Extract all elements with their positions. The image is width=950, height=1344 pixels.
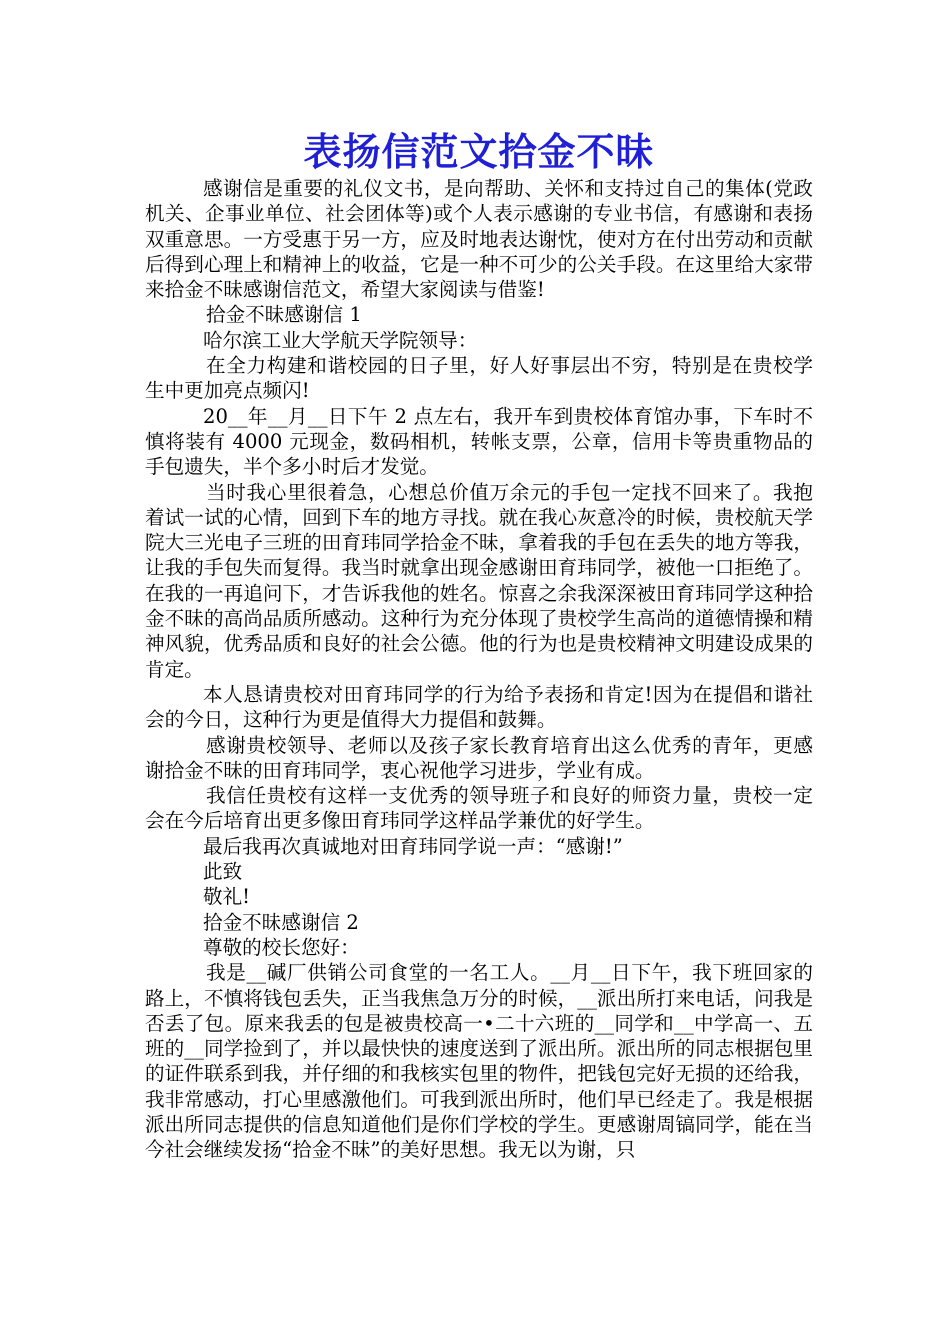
letter-1-paragraph: 20__年__月__日下午 2 点左右，我开车到贵校体育馆办事，下车时不慎将装有 4000 元现金，数码相机，转帐支票，公章，信用卡等贵重物品的手包遗失，半个多小时后才发觉。 [145,404,813,479]
letter-1-paragraph: 我信任贵校有这样一支优秀的领导班子和良好的师资力量，贵校一定会在今后培育出更多像田育玮同学这样品学兼优的好学生。 [145,784,813,833]
document-body [145,176,813,1163]
intro-paragraph: 感谢信是重要的礼仪文书，是向帮助、关怀和支持过自己的集体(党政机关、企事业单位、社会团体等)或个人表示感谢的专业书信，有感谢和表扬双重意思。一方受惠于另一方，应及时地表达谢忱，使对方在付出劳动和贡献后得到心理上和精神上的收益，它是一种不可少的公关手段。在这里给大家带来拾金不昧感谢信范文，希望大家阅读与借鉴! [145,177,813,302]
letter-1-salutation: 哈尔滨工业大学航天学院领导： [203,328,478,352]
letter-1-heading: 拾金不昧感谢信 1 [206,303,362,327]
letter-1-paragraph: 最后我再次真诚地对田育玮同学说一声：“感谢!” [203,834,623,858]
letter-2-paragraph: 我是__碱厂供销公司食堂的一名工人。__月__日下午，我下班回家的路上，不慎将钱包丢失，正当我焦急万分的时候，__派出所打来电话，问我是否丢了包。原来我丢的包是被贵校高一•二十六班的__同学和__中学高一、五班的__同学捡到了，并以最快快的速度送到了派出所。派出所的同志根据包里的证件联系到我，并仔细的和我核实包里的物件，把钱包完好无损的还给我，我非常感动，打心里感激他们。可我到派出所时，他们早已经走了。我是根据派出所同志提供的信息知道他们是你们学校的学生。更感谢周镐同学，能在当今社会继续发扬“拾金不昧”的美好思想。我无以为谢，只 [145,961,813,1162]
document-title: 表扬信范文拾金不昧 [303,130,655,174]
letter-2-heading: 拾金不昧感谢信 2 [203,910,359,934]
letter-2-salutation: 尊敬的校长您好： [203,935,360,959]
letter-1-closing: 敬礼! [203,885,251,909]
letter-1-closing: 此致 [203,860,243,884]
letter-1-paragraph: 感谢贵校领导、老师以及孩子家长教育培育出这么优秀的青年，更感谢拾金不昧的田育玮同学，衷心祝他学习进步，学业有成。 [145,733,813,782]
document-page [145,128,813,1163]
letter-1-paragraph: 当时我心里很着急，心想总价值万余元的手包一定找不回来了。我抱着试一试的心情，回到下车的地方寻找。就在我心灰意冷的时候，贵校航天学院大三光电子三班的田育玮同学拾金不昧，拿着我的手包在丢失的地方等我，让我的手包失而复得。我当时就拿出现金感谢田育玮同学，被他一口拒绝了。在我的一再追问下，才告诉我他的姓名。惊喜之余我深深被田育玮同学这种拾金不昧的高尚品质所感动。这种行为充分体现了贵校学生高尚的道德情操和精神风貌，优秀品质和良好的社会公德。他的行为也是贵校精神文明建设成果的肯定。 [145,480,813,681]
letter-1-paragraph: 在全力构建和谐校园的日子里，好人好事层出不穷，特别是在贵校学生中更加亮点频闪! [145,354,813,403]
letter-1-paragraph: 本人恳请贵校对田育玮同学的行为给予表扬和肯定!因为在提倡和谐社会的今日，这种行为更是值得大力提倡和鼓舞。 [145,682,813,732]
